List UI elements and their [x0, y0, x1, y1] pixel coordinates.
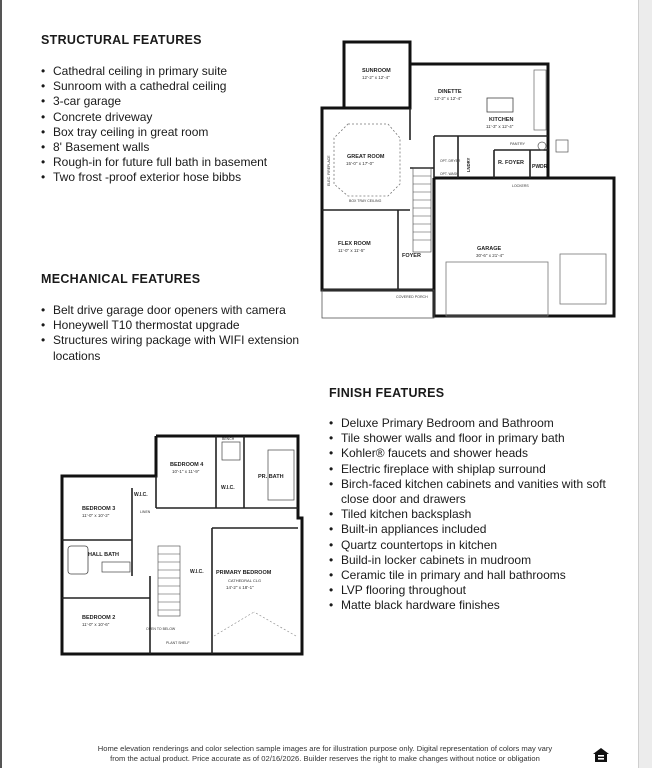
great-room-label: GREAT ROOM	[347, 154, 385, 160]
list-item: • LVP flooring throughout	[329, 583, 619, 598]
left-page-edge	[0, 0, 2, 768]
right-scrollbar[interactable]	[638, 0, 652, 768]
hall-bath-label: HALL BATH	[88, 552, 119, 558]
wic-label-upper: W.I.C.	[221, 485, 235, 491]
bedroom3-dim: 11'-0" x 10'-2"	[82, 513, 110, 518]
structural-features-list	[41, 64, 301, 186]
list-item: • Build-in locker cabinets in mudroom	[329, 553, 619, 568]
dryer-label: OPT. DRYER	[440, 159, 461, 163]
list-item: • Built-in appliances included	[329, 522, 619, 537]
list-item: • Structures wiring package with WIFI extension locations	[41, 333, 306, 363]
bedroom2-dim: 11'-0" x 10'-6"	[82, 622, 110, 627]
flex-room-label: FLEX ROOM	[338, 241, 371, 247]
list-item: • Rough-in for future full bath in basement	[41, 155, 301, 170]
list-item: • Two frost -proof exterior hose bibbs	[41, 170, 301, 185]
list-item: • Birch-faced kitchen cabinets and vanities with soft close door and drawers	[329, 477, 619, 507]
open-to-below-label: OPEN TO BELOW	[146, 627, 176, 631]
bench-label: BENCH	[222, 437, 235, 441]
flex-room-dim: 11'-0" x 11'-5"	[338, 248, 366, 253]
garage-dim: 30'-6" x 21'-4"	[476, 253, 504, 258]
finish-heading: FINISH FEATURES	[329, 386, 445, 400]
finish-features-list	[329, 416, 619, 614]
sunroom-dim: 12'-2" x 12'-4"	[362, 75, 390, 80]
pantry-label: PANTRY	[510, 142, 526, 146]
list-item: • Cathedral ceiling in primary suite	[41, 64, 301, 79]
lockers-label: LOCKERS	[512, 184, 529, 188]
list-item: • Belt drive garage door openers with camera	[41, 303, 306, 318]
list-item: • Kohler® faucets and shower heads	[329, 446, 619, 461]
dinette-label: DINETTE	[438, 89, 462, 95]
list-item: • Box tray ceiling in great room	[41, 125, 301, 140]
sunroom-label: SUNROOM	[362, 68, 391, 74]
fireplace-label: ELEC. FIREPLACE	[327, 155, 331, 186]
list-item: • Concrete driveway	[41, 110, 301, 125]
second-floor-plan	[56, 430, 312, 658]
plant-shelf-label: PLANT SHELF	[166, 641, 190, 645]
cathedral-clg-label: CATHEDRAL CLG	[228, 578, 262, 583]
disclaimer-line-2: from the actual product. Price accurate as of 02/16/2026. Builder reserves the right to make changes without notice or obligation	[110, 754, 540, 763]
list-item: • Matte black hardware finishes	[329, 598, 619, 613]
primary-bedroom-label: PRIMARY BEDROOM	[216, 570, 272, 576]
mechanical-features-list	[41, 303, 306, 364]
bedroom4-dim: 10'-1" x 11'-9"	[172, 469, 200, 474]
bedroom3-label: BEDROOM 3	[82, 506, 116, 512]
wic-label-left: W.I.C.	[134, 492, 148, 498]
dinette-dim: 12'-2" x 12'-4"	[434, 96, 462, 101]
list-item: • 3-car garage	[41, 94, 301, 109]
covered-porch-label: COVERED PORCH	[396, 295, 428, 299]
kitchen-label: KITCHEN	[489, 117, 514, 123]
kitchen-dim: 11'-3" x 12'-4"	[486, 124, 514, 129]
list-item: • Electric fireplace with shiplap surround	[329, 462, 619, 477]
foyer-label: FOYER	[402, 253, 421, 259]
list-item: • Honeywell T10 thermostat upgrade	[41, 318, 306, 333]
primary-dim: 14'-2" x 18'-1"	[226, 585, 254, 590]
list-item: • Quartz countertops in kitchen	[329, 538, 619, 553]
garage-label: GARAGE	[477, 246, 502, 252]
first-floor-plan	[316, 36, 622, 322]
great-room-dim: 15'-0" x 17'-0"	[346, 161, 374, 166]
pr-bath-label: PR. BATH	[258, 474, 284, 480]
list-item: • 8' Basement walls	[41, 140, 301, 155]
pwdr-label: PWDR	[532, 164, 548, 170]
list-item: • Ceramic tile in primary and hall bathrooms	[329, 568, 619, 583]
r-foyer-label: R. FOYER	[498, 160, 524, 166]
bedroom2-label: BEDROOM 2	[82, 615, 116, 621]
disclaimer-footer	[60, 744, 590, 764]
washer-label: OPT. WASH	[440, 172, 459, 176]
list-item: • Tile shower walls and floor in primary bath	[329, 431, 619, 446]
structural-heading: STRUCTURAL FEATURES	[41, 33, 202, 47]
bedroom4-label: BEDROOM 4	[170, 462, 204, 468]
list-item: • Deluxe Primary Bedroom and Bathroom	[329, 416, 619, 431]
mechanical-heading: MECHANICAL FEATURES	[41, 272, 201, 286]
equal-housing-icon	[592, 747, 610, 763]
wic-label-primary: W.I.C.	[190, 569, 204, 575]
disclaimer-line-1: Home elevation renderings and color selection sample images are for illustration purpose only. Digital representation of colors may vary	[97, 744, 553, 753]
laundry-label: LNDRY	[466, 157, 471, 172]
linen-label: LINEN	[140, 510, 151, 514]
box-tray-label: BOX TRAY CEILING	[349, 199, 382, 203]
list-item: • Sunroom with a cathedral ceiling	[41, 79, 301, 94]
list-item: • Tiled kitchen backsplash	[329, 507, 619, 522]
